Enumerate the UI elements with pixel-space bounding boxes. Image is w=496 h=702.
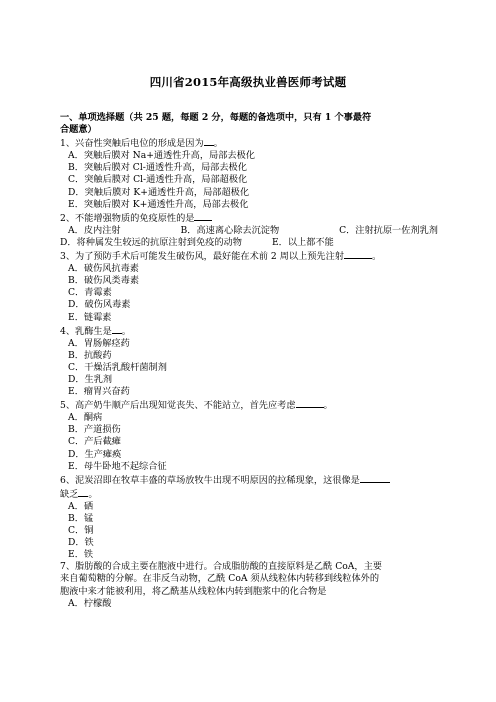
option-row <box>60 225 438 237</box>
answer-blank <box>204 136 214 146</box>
stem-tail: 。 <box>371 251 382 263</box>
section-heading-line-2: 合题意） <box>60 124 97 136</box>
stem-text: 4、乳酶生是 <box>60 325 112 337</box>
answer-blank <box>78 487 88 497</box>
section-heading-line-1: 一、单项选择题（共 25 题，每题 2 分，每题的备选项中，只有 1 个事最符 <box>60 112 372 123</box>
stem-tail: 。 <box>121 325 131 337</box>
question-stem: 7、脂肪酸的合成主要在胞液中进行。合成脂肪酸的直接原料是乙酰 CoA，主要 <box>60 561 382 573</box>
question-stem-continued <box>60 487 438 501</box>
answer-blank <box>296 398 324 408</box>
option: B．突触后膜对 Cl-通透性升高，局部去极化 <box>68 162 247 174</box>
answer-blank <box>194 211 212 221</box>
option: C．铜 <box>68 525 94 537</box>
question-stem-continued: 胞液中来才能被利用，将乙酰基从线粒体内转到胞浆中的化合物是 <box>60 585 327 597</box>
option: C．干燥活乳酸杆菌制剂 <box>68 361 167 373</box>
option: E．铁 <box>68 549 94 561</box>
option: A．胃肠解痉药 <box>68 337 130 349</box>
option: A．皮内注射 <box>68 224 121 236</box>
option: E．母牛卧地不起综合征 <box>68 460 167 472</box>
option: B．高速离心除去沉淀物 <box>180 224 280 236</box>
option: E．以上都不能 <box>271 236 334 248</box>
option: E．链霉素 <box>68 311 112 323</box>
question-stem <box>60 473 438 487</box>
option: C．青霉素 <box>68 287 112 299</box>
question-5 <box>60 398 438 473</box>
option: A．柠檬酸 <box>68 597 112 609</box>
question-4 <box>60 324 438 399</box>
stem-tail: 。 <box>88 488 98 500</box>
option: A．破伤风抗毒素 <box>68 263 139 275</box>
option: D．生乳剂 <box>68 373 113 385</box>
question-7 <box>60 561 438 609</box>
option: B．产道损伤 <box>68 424 121 436</box>
question-stem <box>60 249 438 263</box>
option: E．瘤胃兴奋药 <box>68 386 130 398</box>
option: A．突触后膜对 Na+通透性升高，局部去极化 <box>68 150 255 162</box>
question-2 <box>60 211 438 249</box>
option: D．突触后膜对 K+通透性升高，局部超极化 <box>68 186 250 198</box>
option: B．锰 <box>68 513 94 524</box>
option-row <box>60 237 438 249</box>
stem-text: 1、兴奋性突触后电位的形成是因为 <box>60 138 204 150</box>
stem-text: 5、高产奶牛顺产后出现知觉丧失、不能站立，首先应考虑 <box>60 400 296 412</box>
stem-tail: 。 <box>323 400 333 412</box>
question-6 <box>60 473 438 562</box>
section-heading <box>60 112 438 136</box>
option: C．注射抗原一佐剂乳剂 <box>339 224 438 236</box>
option: C．突触后膜对 Cl-通透性升高，局部超极化 <box>68 174 248 186</box>
option: D．将种属发生较远的抗原注射到免疫的动物 <box>60 236 242 248</box>
question-stem <box>60 398 438 412</box>
answer-blank <box>360 473 390 483</box>
option: B．抗酸药 <box>68 349 112 361</box>
question-stem <box>60 324 438 338</box>
option: E．突触后膜对 K+通透性升高，局部去极化 <box>68 198 249 210</box>
option: A．硒 <box>68 500 94 512</box>
document-title: 四川省2015年高级执业兽医师考试题 <box>149 75 347 89</box>
answer-blank <box>112 324 122 334</box>
stem-text: 2、不能增强物质的免疫原性的是 <box>60 212 195 224</box>
question-3 <box>60 249 438 324</box>
option: C．产后截瘫 <box>68 436 121 448</box>
option: D．破伤风毒素 <box>68 299 131 311</box>
option: A．酮病 <box>68 412 103 424</box>
option: D．生产瘫痪 <box>68 448 122 460</box>
question-stem <box>60 136 438 150</box>
stem-text: 缺乏 <box>60 488 79 500</box>
answer-blank <box>344 249 372 259</box>
stem-tail: 。 <box>213 138 223 150</box>
question-stem <box>60 211 438 225</box>
option: B．破伤风类毒素 <box>68 275 140 287</box>
question-stem-continued: 来自葡萄糖的分解。在非反刍动物，乙酰 CoA 须从线粒体内转移到线粒体外的 <box>60 573 380 585</box>
stem-text: 3、为了预防手术后可能发生破伤风，最好能在术前 2 周以上预先注射 <box>60 251 344 263</box>
stem-text: 6、泥炭沼即在牧草丰盛的草场放牧牛出现不明原因的拉稀现象，这很像是 <box>60 474 360 486</box>
question-1 <box>60 136 438 211</box>
option: D．铁 <box>68 537 94 549</box>
document-content <box>60 112 438 610</box>
